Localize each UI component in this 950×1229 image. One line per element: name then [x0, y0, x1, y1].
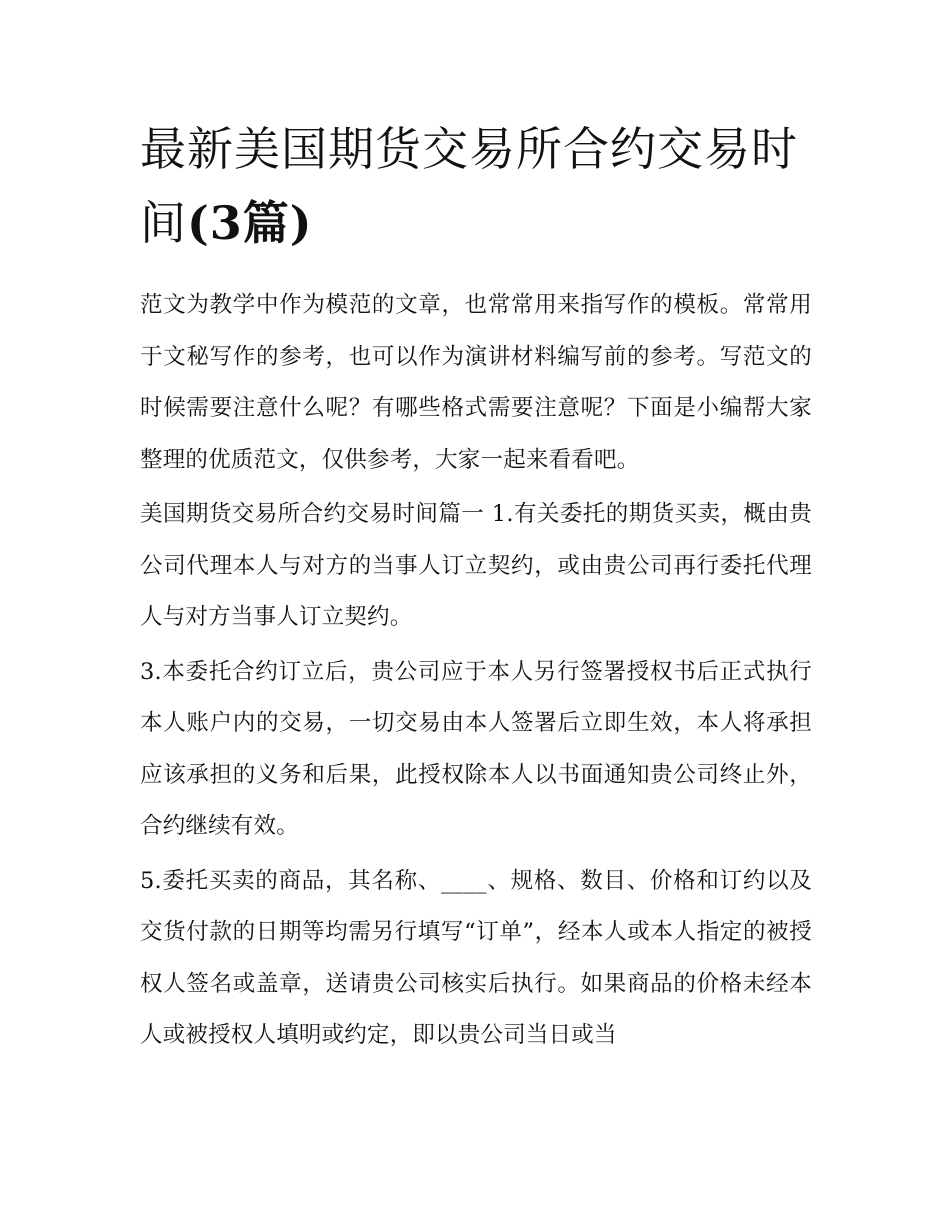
title-open-paren: ( — [187, 196, 210, 250]
paragraph-intro: 范文为教学中作为模范的文章，也常常用来指写作的模板。常常用于文秘写作的参考，也可以作为演讲材料编写前的参考。写范文的时候需要注意什么呢？有哪些格式需要注意呢？下面是小编帮大家整理的优质范文，仅供参考，大家一起来看看吧。 — [140, 292, 812, 473]
paragraph-clause-5: 5.委托买卖的商品，其名称、____、规格、数目、价格和订约以及交货付款的日期等均需另行填写“订单”，经本人或本人指定的被授权人签名或盖章，送请贵公司核实后执行。如果商品的价格未经本人或被授权人填明或约定，即以贵公司当日或当 — [140, 867, 812, 1048]
paragraph-clause-1: 美国期货交易所合约交易时间篇一 1.有关委托的期货买卖，概由贵公司代理本人与对方的当事人订立契约，或由贵公司再行委托代理人与对方当事人订立契约。 — [140, 501, 812, 630]
paragraph-clause-3: 3.本委托合约订立后，贵公司应于本人另行签署授权书后正式执行本人账户内的交易，一切交易由本人签署后立即生效，本人将承担应该承担的义务和后果，此授权除本人以书面通知贵公司终止外，合约继续有效。 — [140, 658, 812, 839]
page-title — [140, 112, 820, 260]
document-body — [140, 280, 812, 1062]
title-number: 3 — [209, 196, 243, 250]
title-main: 最新美国期货交易所合约交易时间 — [140, 122, 798, 250]
title-suffix: 篇) — [242, 196, 313, 250]
